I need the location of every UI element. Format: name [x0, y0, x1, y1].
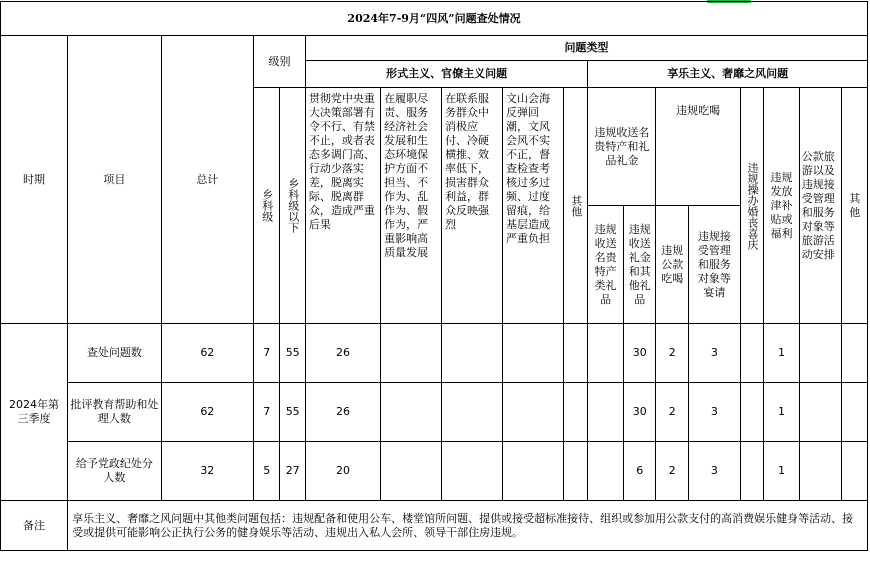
empty-cell	[740, 324, 763, 383]
empty-cell	[799, 324, 842, 383]
empty-cell	[381, 324, 442, 383]
row-township: 7	[254, 383, 280, 442]
below-township-header: 乡科级以下	[280, 88, 305, 324]
gift-a-header: 违规收送名贵特产类礼品	[588, 206, 624, 324]
formalism-group-header: 形式主义、官僚主义问题	[305, 61, 588, 88]
empty-cell	[564, 383, 588, 442]
table-row	[1, 383, 868, 442]
row-dining-b: 3	[688, 442, 740, 501]
empty-cell	[381, 442, 442, 501]
dining-b-header: 违规接受管理和服务对象等宴请	[688, 206, 740, 324]
period-cell: 2024年第三季度	[1, 324, 68, 501]
table-row	[1, 324, 868, 383]
total-header: 总计	[161, 36, 253, 324]
empty-cell	[503, 324, 564, 383]
empty-cell	[442, 442, 503, 501]
empty-cell	[564, 324, 588, 383]
row-dining-b: 3	[688, 383, 740, 442]
formalism-other-header: 其他	[564, 88, 588, 324]
allowance-header: 违规发放津补贴或福利	[764, 88, 800, 324]
row-dining-a: 2	[656, 324, 689, 383]
hedonism-group-header: 享乐主义、奢靡之风问题	[588, 61, 868, 88]
gift-header: 违规收送名贵特产和礼品礼金	[588, 88, 656, 206]
row-below: 27	[280, 442, 305, 501]
empty-cell	[503, 383, 564, 442]
gift-b-header: 违规收送礼金和其他礼品	[623, 206, 656, 324]
level-header: 级别	[254, 36, 306, 88]
empty-cell	[842, 442, 868, 501]
row-total: 62	[161, 324, 253, 383]
row-formalism: 26	[305, 324, 380, 383]
empty-cell	[588, 324, 624, 383]
row-dining-a: 2	[656, 442, 689, 501]
row-item: 给予党政纪处分人数	[68, 442, 162, 501]
travel-header: 公款旅游以及违规接受管理和服务对象等旅游活动安排	[799, 88, 842, 324]
problem-type-header: 问题类型	[305, 36, 867, 61]
row-dining-b: 3	[688, 324, 740, 383]
empty-cell	[740, 442, 763, 501]
empty-cell	[442, 324, 503, 383]
empty-cell	[799, 383, 842, 442]
row-below: 55	[280, 324, 305, 383]
empty-cell	[564, 442, 588, 501]
row-gift-b: 30	[623, 383, 656, 442]
formalism-type-4: 文山会海反弹回潮，文风会风不实不正，督查检查考核过多过频、过度留痕，给基层造成严重负担	[503, 88, 564, 324]
row-item: 查处问题数	[68, 324, 162, 383]
row-allowance: 1	[764, 324, 800, 383]
four-winds-table	[0, 1, 868, 551]
row-formalism: 20	[305, 442, 380, 501]
period-header: 时期	[1, 36, 68, 324]
row-below: 55	[280, 383, 305, 442]
note-label: 备注	[1, 501, 68, 551]
row-total: 62	[161, 383, 253, 442]
row-dining-a: 2	[656, 383, 689, 442]
dining-a-header: 违规公款吃喝	[656, 206, 689, 324]
row-formalism: 26	[305, 383, 380, 442]
row-allowance: 1	[764, 442, 800, 501]
empty-cell	[588, 442, 624, 501]
empty-cell	[799, 442, 842, 501]
row-township: 5	[254, 442, 280, 501]
table-title: 2024年7-9月“四风”问题查处情况	[1, 2, 868, 36]
empty-cell	[588, 383, 624, 442]
wedding-header: 违规操办婚丧喜庆	[740, 88, 763, 324]
empty-cell	[740, 383, 763, 442]
empty-cell	[842, 324, 868, 383]
spreadsheet	[0, 1, 868, 567]
row-item: 批评教育帮助和处理人数	[68, 383, 162, 442]
row-total: 32	[161, 442, 253, 501]
row-gift-b: 6	[623, 442, 656, 501]
hedonism-other-header: 其他	[842, 88, 868, 324]
empty-cell	[381, 383, 442, 442]
row-allowance: 1	[764, 383, 800, 442]
row-gift-b: 30	[623, 324, 656, 383]
formalism-type-2: 在履职尽责、服务经济社会发展和生态环境保护方面不担当、不作为、乱作为、假作为，严重影响高质量发展	[381, 88, 442, 324]
note-text: 享乐主义、奢靡之风问题中其他类问题包括：违规配备和使用公车、楼堂馆所问题、提供或接受超标准接待、组织或参加用公款支付的高消费娱乐健身等活动、接受或提供可能影响公正执行公务的健身娱乐等活动、违规出入私人会所、领导干部住房违规。	[68, 501, 868, 551]
formalism-type-1: 贯彻党中央重大决策部署有令不行、有禁不止，或者表态多调门高、行动少落实差，脱离实际、脱离群众，造成严重后果	[305, 88, 380, 324]
empty-cell	[842, 383, 868, 442]
empty-cell	[503, 442, 564, 501]
row-township: 7	[254, 324, 280, 383]
table-row	[1, 442, 868, 501]
empty-cell	[442, 383, 503, 442]
township-header: 乡科级	[254, 88, 280, 324]
dining-header: 违规吃喝	[656, 88, 740, 206]
formalism-type-3: 在联系服务群众中消极应付、冷硬横推、效率低下，损害群众利益，群众反映强烈	[442, 88, 503, 324]
item-header: 项目	[68, 36, 162, 324]
note-row	[1, 501, 868, 551]
